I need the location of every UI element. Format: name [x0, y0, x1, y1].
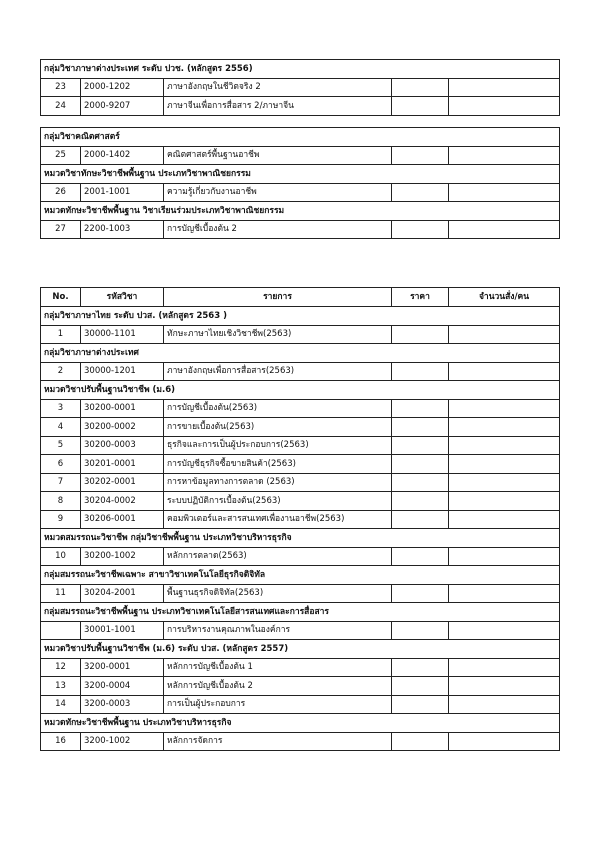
course-code: 3200-0001 — [81, 658, 164, 677]
price-cell[interactable] — [392, 510, 449, 529]
price-cell[interactable] — [392, 455, 449, 474]
price-cell[interactable] — [392, 183, 449, 202]
quantity-cell[interactable] — [449, 677, 560, 696]
section-row — [41, 60, 560, 79]
section-row — [41, 714, 560, 733]
quantity-cell[interactable] — [449, 325, 560, 344]
course-code: 3200-1002 — [81, 732, 164, 751]
price-cell[interactable] — [392, 146, 449, 165]
table-row — [41, 492, 560, 511]
row-number: 14 — [41, 695, 81, 714]
section-row — [41, 128, 560, 147]
course-code: 30201-0001 — [81, 455, 164, 474]
course-name: การบริหารงานคุณภาพในองค์การ — [164, 621, 392, 640]
table-row — [41, 146, 560, 165]
section-title: กลุ่มสมรรถนะวิชาชีพพื้นฐาน ประเภทวิชาเทคโนโลยีสารสนเทศและการสื่อสาร — [41, 603, 560, 622]
quantity-cell[interactable] — [449, 78, 560, 97]
quantity-cell[interactable] — [449, 584, 560, 603]
quantity-cell[interactable] — [449, 473, 560, 492]
price-cell[interactable] — [392, 492, 449, 511]
price-cell[interactable] — [392, 220, 449, 239]
table-row — [41, 183, 560, 202]
table-row — [41, 418, 560, 437]
section-row — [41, 529, 560, 548]
table-row — [41, 325, 560, 344]
section-title: หมวดทักษะวิชาชีพพื้นฐาน ประเภทวิชาบริหารธุรกิจ — [41, 714, 560, 733]
price-cell[interactable] — [392, 97, 449, 116]
course-name: หลักการจัดการ — [164, 732, 392, 751]
course-name: ทักษะภาษาไทยเชิงวิชาชีพ(2563) — [164, 325, 392, 344]
section-title: กลุ่มวิชาภาษาต่างประเทศ — [41, 344, 560, 363]
course-name: การบัญชีเบื้องต้น 2 — [164, 220, 392, 239]
row-number: 10 — [41, 547, 81, 566]
section-title: หมวดวิชาปรับพื้นฐานวิชาชีพ (ม.6) — [41, 381, 560, 400]
course-name: หลักการบัญชีเบื้องต้น 1 — [164, 658, 392, 677]
price-cell[interactable] — [392, 732, 449, 751]
section-title: กลุ่มวิชาภาษาต่างประเทศ ระดับ ปวช. (หลักสูตร 2556) — [41, 60, 560, 79]
course-name: หลักการตลาด(2563) — [164, 547, 392, 566]
section-title: กลุ่มวิชาภาษาไทย ระดับ ปวส. (หลักสูตร 2563 ) — [41, 307, 560, 326]
section-row — [41, 566, 560, 585]
quantity-cell[interactable] — [449, 436, 560, 455]
row-number: 25 — [41, 146, 81, 165]
course-name: คอมพิวเตอร์และสารสนเทศเพื่องานอาชีพ(2563) — [164, 510, 392, 529]
row-number: 16 — [41, 732, 81, 751]
course-code: 2200-1003 — [81, 220, 164, 239]
row-number: 6 — [41, 455, 81, 474]
row-number: 13 — [41, 677, 81, 696]
course-name: หลักการบัญชีเบื้องต้น 2 — [164, 677, 392, 696]
section-title: หมวดทักษะวิชาชีพพื้นฐาน วิชาเรียนร่วมประเภทวิชาพาณิชยกรรม — [41, 202, 560, 221]
course-name: พื้นฐานธุรกิจดิจิทัล(2563) — [164, 584, 392, 603]
column-header-no: No. — [41, 288, 81, 307]
course-name: การบัญชีเบื้องต้น(2563) — [164, 399, 392, 418]
section-title: หมวดวิชาปรับพื้นฐานวิชาชีพ (ม.6) ระดับ ปวส. (หลักสูตร 2557) — [41, 640, 560, 659]
row-number: 23 — [41, 78, 81, 97]
course-code: 30001-1001 — [81, 621, 164, 640]
table-row — [41, 455, 560, 474]
section-title: หมวดสมรรถนะวิชาชีพ กลุ่มวิชาชีพพื้นฐาน ประเภทวิชาบริหารธุรกิจ — [41, 529, 560, 548]
table-row — [41, 695, 560, 714]
section-row — [41, 202, 560, 221]
column-header-name: รายการ — [164, 288, 392, 307]
table-row — [41, 658, 560, 677]
quantity-cell[interactable] — [449, 455, 560, 474]
price-cell[interactable] — [392, 473, 449, 492]
section-title: กลุ่มวิชาคณิตศาสตร์ — [41, 128, 560, 147]
row-number: 4 — [41, 418, 81, 437]
course-code: 30204-0002 — [81, 492, 164, 511]
table-row — [41, 78, 560, 97]
course-code: 30202-0001 — [81, 473, 164, 492]
quantity-cell[interactable] — [449, 146, 560, 165]
table-row — [41, 97, 560, 116]
course-code: 30000-1101 — [81, 325, 164, 344]
course-name: ภาษาอังกฤษในชีวิตจริง 2 — [164, 78, 392, 97]
price-cell[interactable] — [392, 78, 449, 97]
course-code: 2000-1202 — [81, 78, 164, 97]
section-row — [41, 603, 560, 622]
section-row — [41, 381, 560, 400]
price-cell[interactable] — [392, 436, 449, 455]
quantity-cell[interactable] — [449, 418, 560, 437]
row-number: 24 — [41, 97, 81, 116]
row-number: 3 — [41, 399, 81, 418]
course-code: 30200-0003 — [81, 436, 164, 455]
course-code: 2001-1001 — [81, 183, 164, 202]
course-code: 30200-0002 — [81, 418, 164, 437]
row-number: 5 — [41, 436, 81, 455]
price-cell[interactable] — [392, 621, 449, 640]
course-code: 2000-9207 — [81, 97, 164, 116]
price-cell[interactable] — [392, 695, 449, 714]
table-row — [41, 399, 560, 418]
price-cell[interactable] — [392, 325, 449, 344]
quantity-cell[interactable] — [449, 399, 560, 418]
price-cell[interactable] — [392, 362, 449, 381]
course-name: การบัญชีธุรกิจซื้อขายสินค้า(2563) — [164, 455, 392, 474]
column-header-quantity: จำนวนสั่ง/คน — [449, 288, 560, 307]
course-code: 30206-0001 — [81, 510, 164, 529]
course-name: ธุรกิจและการเป็นผู้ประกอบการ(2563) — [164, 436, 392, 455]
course-table-foreign-language-2556 — [40, 59, 560, 116]
quantity-cell[interactable] — [449, 510, 560, 529]
row-number: 11 — [41, 584, 81, 603]
course-order-table-diploma — [40, 287, 560, 751]
row-number: 7 — [41, 473, 81, 492]
course-name: ภาษาอังกฤษเพื่อการสื่อสาร(2563) — [164, 362, 392, 381]
row-number: 27 — [41, 220, 81, 239]
price-cell[interactable] — [392, 658, 449, 677]
quantity-cell[interactable] — [449, 547, 560, 566]
quantity-cell[interactable] — [449, 695, 560, 714]
table-row — [41, 547, 560, 566]
course-name: การเป็นผู้ประกอบการ — [164, 695, 392, 714]
course-code: 30200-0001 — [81, 399, 164, 418]
price-cell[interactable] — [392, 584, 449, 603]
quantity-cell[interactable] — [449, 621, 560, 640]
table-row — [41, 510, 560, 529]
course-code: 3200-0004 — [81, 677, 164, 696]
section-row — [41, 640, 560, 659]
course-table-math-commerce — [40, 127, 560, 239]
course-code: 30200-1002 — [81, 547, 164, 566]
row-number: 2 — [41, 362, 81, 381]
column-header-price: ราคา — [392, 288, 449, 307]
quantity-cell[interactable] — [449, 183, 560, 202]
course-name: การหาข้อมูลทางการตลาด (2563) — [164, 473, 392, 492]
course-name: ความรู้เกี่ยวกับงานอาชีพ — [164, 183, 392, 202]
course-name: การขายเบื้องต้น(2563) — [164, 418, 392, 437]
price-cell[interactable] — [392, 418, 449, 437]
table-row — [41, 220, 560, 239]
quantity-cell[interactable] — [449, 362, 560, 381]
table-header-row — [41, 288, 560, 307]
course-code: 30000-1201 — [81, 362, 164, 381]
course-code: 2000-1402 — [81, 146, 164, 165]
table-row — [41, 473, 560, 492]
quantity-cell[interactable] — [449, 732, 560, 751]
price-cell[interactable] — [392, 547, 449, 566]
course-name: ระบบปฏิบัติการเบื้องต้น(2563) — [164, 492, 392, 511]
section-row — [41, 344, 560, 363]
table-row — [41, 677, 560, 696]
price-cell[interactable] — [392, 399, 449, 418]
row-number — [41, 621, 81, 640]
row-number: 9 — [41, 510, 81, 529]
table-row — [41, 362, 560, 381]
quantity-cell[interactable] — [449, 492, 560, 511]
table-row — [41, 584, 560, 603]
course-code: 3200-0003 — [81, 695, 164, 714]
section-title: กลุ่มสมรรถนะวิชาชีพเฉพาะ สาขาวิชาเทคโนโลยีธุรกิจดิจิทัล — [41, 566, 560, 585]
row-number: 12 — [41, 658, 81, 677]
table-row — [41, 732, 560, 751]
section-row — [41, 307, 560, 326]
row-number: 26 — [41, 183, 81, 202]
course-name: คณิตศาสตร์พื้นฐานอาชีพ — [164, 146, 392, 165]
table-row — [41, 621, 560, 640]
course-name: ภาษาจีนเพื่อการสื่อสาร 2/ภาษาจีน — [164, 97, 392, 116]
table-row — [41, 436, 560, 455]
section-row — [41, 165, 560, 184]
price-cell[interactable] — [392, 677, 449, 696]
quantity-cell[interactable] — [449, 220, 560, 239]
course-code: 30204-2001 — [81, 584, 164, 603]
quantity-cell[interactable] — [449, 658, 560, 677]
section-title: หมวดวิชาทักษะวิชาชีพพื้นฐาน ประเภทวิชาพาณิชยกรรม — [41, 165, 560, 184]
row-number: 8 — [41, 492, 81, 511]
quantity-cell[interactable] — [449, 97, 560, 116]
row-number: 1 — [41, 325, 81, 344]
column-header-code: รหัสวิชา — [81, 288, 164, 307]
